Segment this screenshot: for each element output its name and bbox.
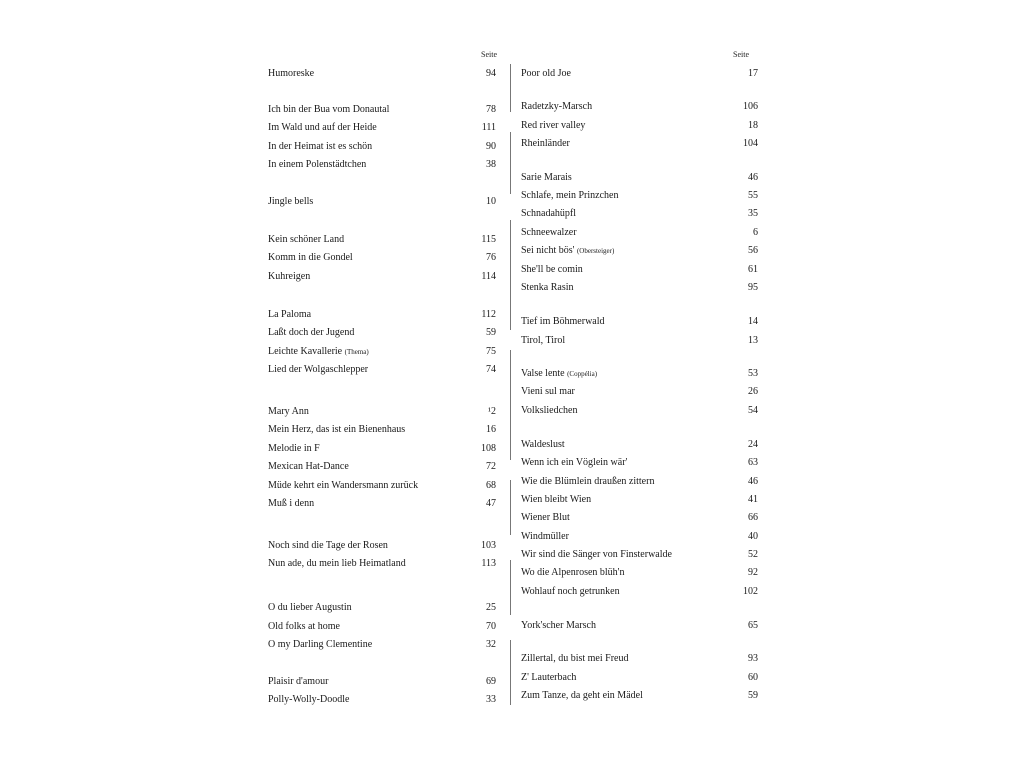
song-title-text: Vieni sul mar [521,386,575,397]
song-title-text: Plaisir d'amour [268,676,329,687]
page-number: 16 [486,424,496,435]
column-divider [510,220,511,330]
song-title [521,437,565,453]
song-title [268,362,368,378]
song-title [521,206,576,222]
song-title-text: Volksliedchen [521,405,578,416]
index-entry [268,404,496,420]
column-divider [510,640,511,705]
song-title-text: York'scher Marsch [521,620,596,631]
song-title-text: Kuhreigen [268,271,311,282]
page-number: 35 [748,208,758,219]
song-title [521,118,585,134]
song-title [521,188,618,204]
song-title-text: Wie die Blümlein draußen zittern [521,476,655,487]
song-title-text: Tief im Böhmerwald [521,316,605,327]
page-number: 26 [748,386,758,397]
song-title-text: Radetzky-Marsch [521,101,593,112]
page-number: 46 [748,476,758,487]
song-title [521,136,570,152]
index-column-right [510,0,1024,768]
index-entry [268,325,496,341]
index-entry [268,674,496,690]
song-title [268,250,353,266]
page-number: 59 [486,327,496,338]
song-title [521,225,577,241]
column-divider [510,64,511,112]
page-number: 103 [481,540,496,551]
song-title-text: Wiener Blut [521,512,570,523]
song-title-text: Komm in die Gondel [268,252,353,263]
page-number: 102 [743,586,758,597]
song-title-text: Humoreske [268,68,315,79]
page-number: 46 [748,172,758,183]
song-title-text: O my Darling Clementine [268,639,373,650]
song-title [521,243,614,259]
song-title-text: Poor old Joe [521,68,571,79]
song-title [521,474,654,490]
page-number: 17 [748,68,758,79]
page-number: 41 [748,494,758,505]
song-title [268,404,309,420]
index-entry [521,136,758,152]
index-entry [268,269,496,285]
page-number: 40 [748,531,758,542]
index-entry [268,600,496,616]
index-entry [268,619,496,635]
column-divider [510,350,511,460]
song-title [268,120,377,136]
page-number: 70 [486,621,496,632]
song-title [268,66,314,82]
index-entry [268,102,496,118]
column-divider [510,560,511,615]
song-title [268,496,314,512]
page-number: 60 [748,672,758,683]
index-entry [521,366,758,382]
song-title [521,66,571,82]
song-title-text: Schlafe, mein Prinzchen [521,190,619,201]
index-entry [521,529,758,545]
song-title-text: Wohlauf noch getrunken [521,586,620,597]
index-entry [521,118,758,134]
index-entry [521,584,758,600]
page-column-header: Seite [733,50,749,59]
song-title-text: Nun ade, du mein lieb Heimatland [268,558,406,569]
song-title [268,102,389,118]
page-number: 54 [748,405,758,416]
index-entry [268,362,496,378]
song-title-text: In einem Polenstädtchen [268,159,367,170]
index-entry [521,670,758,686]
page-number: 13 [748,335,758,346]
song-title-text: Melodie in F [268,443,320,454]
song-title [268,194,313,210]
page-number: ¹2 [488,406,496,417]
song-title-text: Wien bleibt Wien [521,494,592,505]
page-number: 14 [748,316,758,327]
song-title [521,510,570,526]
song-title [268,600,352,616]
song-title-text: Schnadahüpfl [521,208,576,219]
index-entry [521,492,758,508]
index-entry [268,344,496,360]
song-title-text: Wir sind die Sänger von Finsterwalde [521,549,672,560]
song-title [521,99,592,115]
index-entry [521,651,758,667]
page-number: 55 [748,190,758,201]
song-title [268,556,406,572]
song-title-text: Waldeslust [521,439,565,450]
song-title-text: Müde kehrt ein Wandersmann zurück [268,480,419,491]
index-entry [268,459,496,475]
page-number: 47 [486,498,496,509]
page-number: 65 [748,620,758,631]
song-title [521,280,574,296]
page-number: 66 [748,512,758,523]
song-title [521,403,577,419]
song-note: (Thema) [344,348,369,356]
song-title-text: La Paloma [268,309,312,320]
page-number: 75 [486,346,496,357]
song-title [521,565,624,581]
page-number: 111 [481,122,496,133]
song-title [268,269,310,285]
song-title-text: Valse lente [521,368,565,379]
page-number: 106 [743,101,758,112]
song-title-text: Z' Lauterbach [521,672,577,683]
page-number: 33 [486,694,496,705]
index-entry [521,280,758,296]
index-entry [268,637,496,653]
page-number: 68 [486,480,496,491]
index-entry [521,688,758,704]
song-title-text: Zum Tanze, da geht ein Mädel [521,690,643,701]
song-title [268,139,372,155]
song-title [268,538,388,554]
song-title [268,674,328,690]
index-entry [268,232,496,248]
page-number: 61 [748,264,758,275]
song-title [521,314,605,330]
song-title [521,670,576,686]
song-title [268,157,366,173]
page-number: 95 [748,282,758,293]
page-number: 38 [486,159,496,170]
index-entry [521,262,758,278]
song-title-text: Schneewalzer [521,227,577,238]
song-title-text: Tirol, Tirol [521,335,566,346]
index-entry [268,556,496,572]
song-title [268,637,372,653]
index-entry [268,194,496,210]
song-title [268,325,354,341]
song-note: (Coppélia) [567,370,598,378]
page-number: 24 [748,439,758,450]
page-number: 72 [486,461,496,472]
song-title [521,170,572,186]
index-entry [521,474,758,490]
page-number: 52 [748,549,758,560]
index-entry [268,441,496,457]
song-title [521,384,575,400]
index-entry [521,333,758,349]
page-number: 18 [748,120,758,131]
song-title-text: Wenn ich ein Vöglein wär' [521,457,628,468]
page-number: 78 [486,104,496,115]
song-title [521,333,565,349]
song-title-text: Mexican Hat-Dance [268,461,349,472]
index-entry [521,565,758,581]
song-title-text: Red river valley [521,120,586,131]
song-title [521,529,569,545]
page-number: 90 [486,141,496,152]
index-entry [268,66,496,82]
index-entry [268,139,496,155]
index-entry [521,99,758,115]
song-title-text: Sei nicht bös' [521,245,575,256]
index-entry [521,188,758,204]
song-title [268,344,369,360]
song-title [268,619,340,635]
page-number: 115 [481,234,496,245]
page-number: 25 [486,602,496,613]
page-number: 114 [481,271,496,282]
song-title-text: O du lieber Augustin [268,602,352,613]
page-number: 104 [743,138,758,149]
song-title-text: Laßt doch der Jugend [268,327,355,338]
index-entry [521,206,758,222]
song-title [268,459,349,475]
index-entry [521,403,758,419]
column-divider [510,132,511,194]
page-number: 69 [486,676,496,687]
index-entry [521,547,758,563]
song-title [268,478,418,494]
song-title-text: Jingle bells [268,196,314,207]
column-divider [510,480,511,535]
song-title [521,455,627,471]
index-entry [268,120,496,136]
song-title-text: Kein schöner Land [268,234,345,245]
song-title-text: She'll be comin [521,264,583,275]
page-number: 94 [486,68,496,79]
song-title-text: Ich bin der Bua vom Donautal [268,104,390,115]
song-title [268,422,405,438]
song-title-text: Stenka Rasin [521,282,574,293]
song-title-text: Old folks at home [268,621,340,632]
index-entry [268,538,496,554]
song-title [521,547,672,563]
song-title [521,584,620,600]
index-entry [521,384,758,400]
index-entry [268,496,496,512]
page-number: 63 [748,457,758,468]
page-number: 108 [481,443,496,454]
page-number: 53 [748,368,758,379]
index-entry [521,66,758,82]
song-title-text: Mein Herz, das ist ein Bienenhaus [268,424,406,435]
song-title-text: Sarie Marais [521,172,572,183]
index-entry [521,314,758,330]
song-title-text: Lied der Wolgaschlepper [268,364,369,375]
song-title [521,492,591,508]
song-title-text: Wo die Alpenrosen blüh'n [521,567,625,578]
song-title-text: Noch sind die Tage der Rosen [268,540,388,551]
index-entry [521,243,758,259]
index-entry [268,307,496,323]
song-title [521,366,597,382]
song-title [268,441,320,457]
page-number: 112 [481,309,496,320]
index-entry [268,250,496,266]
song-title [521,262,583,278]
song-title [521,651,628,667]
song-title-text: Leichte Kavallerie [268,346,343,357]
page-number: 32 [486,639,496,650]
song-note: (Obersteiger) [576,247,615,255]
index-entry [521,455,758,471]
page-number: 113 [481,558,496,569]
index-entry [268,422,496,438]
page-number: 74 [486,364,496,375]
song-title-text: Windmüller [521,531,569,542]
song-title-text: Zillertal, du bist mei Freud [521,653,629,664]
page-number: 76 [486,252,496,263]
song-title [521,618,596,634]
song-title [268,232,344,248]
song-title [521,688,643,704]
index-entry [521,618,758,634]
index-entry [268,692,496,708]
page-number: 6 [753,227,758,238]
index-column-left [0,0,510,768]
page-number: 10 [486,196,496,207]
song-title-text: Polly-Wolly-Doodle [268,694,350,705]
page-column-header: Seite [481,50,497,59]
song-title [268,692,349,708]
song-title-text: Mary Ann [268,406,309,417]
page-number: 56 [748,245,758,256]
page-number: 59 [748,690,758,701]
index-entry [268,157,496,173]
index-entry [521,510,758,526]
song-title-text: Rheinländer [521,138,570,149]
song-title-text: In der Heimat ist es schön [268,141,373,152]
page-number: 93 [748,653,758,664]
page-number: 92 [748,567,758,578]
index-entry [521,225,758,241]
song-title-text: Muß i denn [268,498,315,509]
index-entry [521,170,758,186]
song-title [268,307,311,323]
song-title-text: Im Wald und auf der Heide [268,122,377,133]
index-entry [268,478,496,494]
index-entry [521,437,758,453]
